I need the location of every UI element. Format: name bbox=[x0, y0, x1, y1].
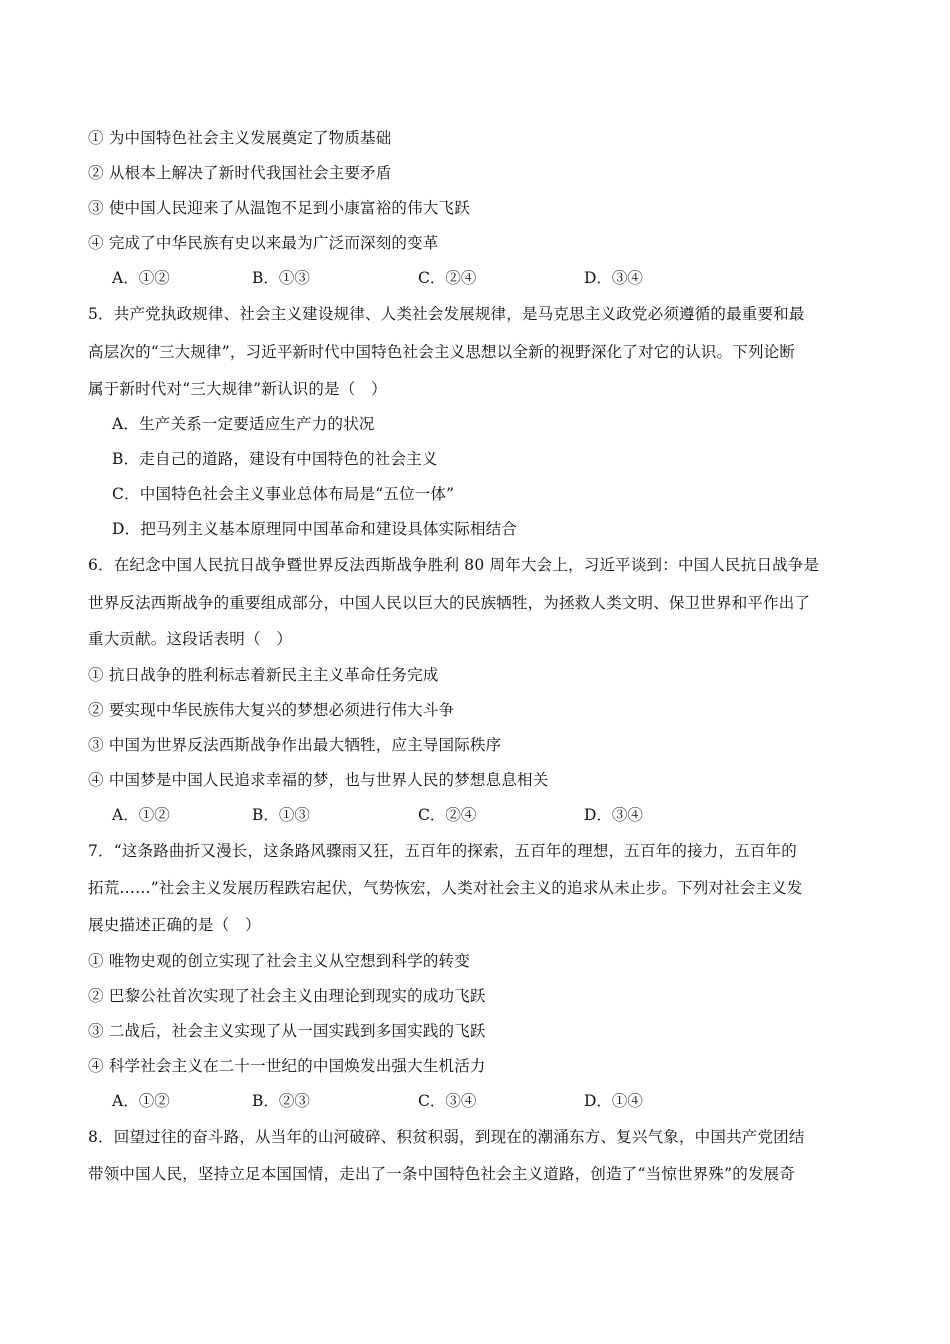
q6-item-2: ② 要实现中华民族伟大复兴的梦想必须进行伟大斗争 bbox=[88, 701, 455, 719]
q6-stem-line-1: 6．在纪念中国人民抗日战争暨世界反法西斯战争胜利 80 周年大会上，习近平谈到：中国人民抗日战争是 bbox=[88, 556, 820, 574]
q4-option-b: B．①③ bbox=[252, 269, 310, 287]
q5-stem-line-1: 5．共产党执政规律、社会主义建设规律、人类社会发展规律，是马克思主义政党必须遵循的最重要和最 bbox=[88, 305, 805, 323]
q7-stem-line-1: 7．“这条路曲折又漫长，这条路风骤雨又狂，五百年的探索，五百年的理想，五百年的接力，五百年的 bbox=[88, 842, 797, 860]
q6-stem-line-3: 重大贡献。这段话表明（ ） bbox=[88, 630, 293, 648]
q7-item-1: ① 唯物史观的创立实现了社会主义从空想到科学的转变 bbox=[88, 952, 470, 970]
q7-item-2: ② 巴黎公社首次实现了社会主义由理论到现实的成功飞跃 bbox=[88, 987, 486, 1005]
q5-option-d: D．把马列主义基本原理同中国革命和建设具体实际相结合 bbox=[112, 520, 518, 538]
q5-option-b: B．走自己的道路，建设有中国特色的社会主义 bbox=[112, 450, 438, 468]
q7-item-3: ③ 二战后，社会主义实现了从一国实践到多国实践的飞跃 bbox=[88, 1022, 486, 1040]
q7-option-b: B．②③ bbox=[252, 1092, 310, 1110]
q7-option-c: C．③④ bbox=[418, 1092, 477, 1110]
q4-option-a: A．①② bbox=[112, 269, 170, 287]
q6-stem-line-2: 世界反法西斯战争的重要组成部分，中国人民以巨大的民族牺牲，为拯救人类文明、保卫世界和平作出了 bbox=[88, 594, 811, 612]
q4-option-d: D．③④ bbox=[584, 269, 643, 287]
q6-option-c: C．②④ bbox=[418, 806, 477, 824]
q6-item-4: ④ 中国梦是中国人民追求幸福的梦，也与世界人民的梦想息息相关 bbox=[88, 771, 549, 789]
q4-item-2: ② 从根本上解决了新时代我国社会主要矛盾 bbox=[88, 164, 392, 182]
q8-stem-line-1: 8．回望过往的奋斗路，从当年的山河破碎、积贫积弱，到现在的潮涌东方、复兴气象，中国共产党团结 bbox=[88, 1128, 805, 1146]
q6-option-a: A．①② bbox=[112, 806, 170, 824]
q5-stem-line-2: 高层次的“三大规律”，习近平新时代中国特色社会主义思想以全新的视野深化了对它的认识。下列论断 bbox=[88, 343, 796, 361]
q4-item-3: ③ 使中国人民迎来了从温饱不足到小康富裕的伟大飞跃 bbox=[88, 199, 470, 217]
q5-stem-line-3: 属于新时代对“三大规律”新认识的是（ ） bbox=[88, 380, 387, 398]
q6-option-d: D．③④ bbox=[584, 806, 643, 824]
q4-item-4: ④ 完成了中华民族有史以来最为广泛而深刻的变革 bbox=[88, 234, 439, 252]
q7-stem-line-2: 拓荒……”社会主义发展历程跌宕起伏，气势恢宏，人类对社会主义的追求从未止步。下列对社会主义发 bbox=[88, 879, 803, 897]
q4-option-c: C．②④ bbox=[418, 269, 477, 287]
q6-item-1: ① 抗日战争的胜利标志着新民主主义革命任务完成 bbox=[88, 666, 439, 684]
q7-option-a: A．①② bbox=[112, 1092, 170, 1110]
q4-item-1: ① 为中国特色社会主义发展奠定了物质基础 bbox=[88, 129, 392, 147]
q8-stem-line-2: 带领中国人民，坚持立足本国国情，走出了一条中国特色社会主义道路，创造了“当惊世界殊”的发展奇 bbox=[88, 1165, 796, 1183]
q6-option-b: B．①③ bbox=[252, 806, 310, 824]
q5-option-a: A．生产关系一定要适应生产力的状况 bbox=[112, 415, 375, 433]
q5-option-c: C．中国特色社会主义事业总体布局是“五位一体” bbox=[112, 485, 455, 503]
q7-item-4: ④ 科学社会主义在二十一世纪的中国焕发出强大生机活力 bbox=[88, 1057, 486, 1075]
q6-item-3: ③ 中国为世界反法西斯战争作出最大牺牲，应主导国际秩序 bbox=[88, 736, 502, 754]
q7-option-d: D．①④ bbox=[584, 1092, 643, 1110]
q7-stem-line-3: 展史描述正确的是（ ） bbox=[88, 916, 261, 934]
